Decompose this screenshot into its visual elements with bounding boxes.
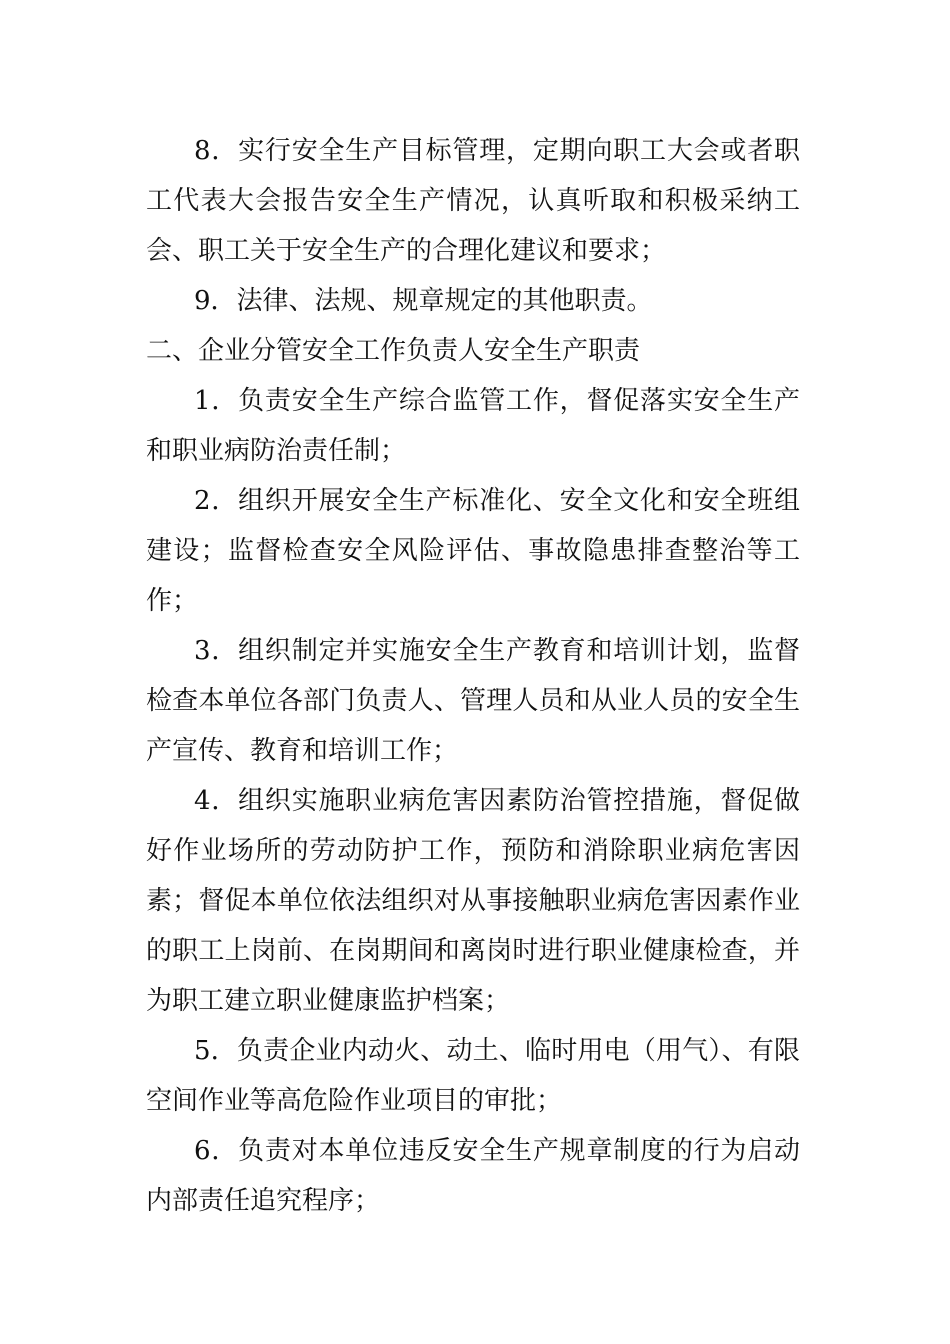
section-heading: 二、企业分管安全工作负责人安全生产职责 xyxy=(146,336,641,366)
paragraph-item-9: 9．法律、法规、规章规定的其他职责。 xyxy=(194,286,653,316)
paragraph-item-1: 1．负责安全生产综合监管工作，督促落实安全生产和职业病防治责任制； xyxy=(146,386,800,466)
paragraph-item-4: 4．组织实施职业病危害因素防治管控措施，督促做好作业场所的劳动防护工作，预防和消除职业病危害因素；督促本单位依法组织对从事接触职业病危害因素作业的职工上岗前、在岗期间和离岗时进行职业健康检查，并为职工建立职业健康监护档案； xyxy=(146,786,800,1016)
document-body xyxy=(146,126,800,1226)
paragraph-item-2: 2．组织开展安全生产标准化、安全文化和安全班组建设；监督检查安全风险评估、事故隐患排查整治等工作； xyxy=(146,486,800,616)
paragraph-item-8: 8．实行安全生产目标管理，定期向职工大会或者职工代表大会报告安全生产情况，认真听取和积极采纳工会、职工关于安全生产的合理化建议和要求； xyxy=(146,136,800,266)
paragraph-item-5: 5．负责企业内动火、动土、临时用电（用气）、有限空间作业等高危险作业项目的审批； xyxy=(146,1036,800,1116)
paragraph-item-3: 3．组织制定并实施安全生产教育和培训计划，监督检查本单位各部门负责人、管理人员和从业人员的安全生产宣传、教育和培训工作； xyxy=(146,636,800,766)
paragraph-item-6: 6．负责对本单位违反安全生产规章制度的行为启动内部责任追究程序； xyxy=(146,1136,800,1216)
